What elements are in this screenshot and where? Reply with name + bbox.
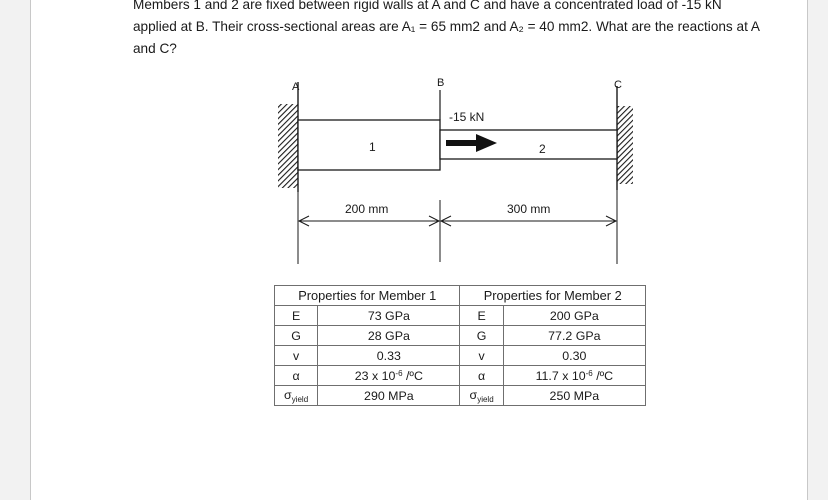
symbol-cell: G xyxy=(460,326,503,346)
exponent: -6 xyxy=(395,368,403,378)
table-row xyxy=(275,366,646,386)
member-2-value: 250 MPa xyxy=(503,386,645,406)
symbol-cell: α xyxy=(275,366,318,386)
symbol-cell xyxy=(460,386,503,406)
symbol-cell: E xyxy=(275,306,318,326)
yield-subscript: yield xyxy=(477,394,494,404)
member-2-label: 2 xyxy=(539,142,546,156)
member-1-value xyxy=(318,366,460,386)
table-row xyxy=(275,346,646,366)
table-header-row xyxy=(275,286,646,306)
sigma-symbol: σ xyxy=(469,387,478,402)
value-unit: /ºC xyxy=(592,368,614,383)
member-2-value: 0.30 xyxy=(503,346,645,366)
value-prefix: 11.7 x 10 xyxy=(535,368,586,383)
problem-line-2: applied at B. Their cross-sectional areas are A₁ = 65 mm2 and A₂ = 40 mm2. What are the reactions at A xyxy=(133,19,760,34)
load-arrow-shaft xyxy=(446,140,478,146)
point-b-label: B xyxy=(437,77,445,89)
member-1-label: 1 xyxy=(369,140,376,154)
symbol-cell: E xyxy=(460,306,503,326)
point-c-label: C xyxy=(614,79,622,91)
symbol-cell: v xyxy=(275,346,318,366)
member-1-value: 28 GPa xyxy=(318,326,460,346)
dim-1-label: 200 mm xyxy=(345,202,389,216)
load-label: -15 kN xyxy=(449,110,485,124)
member-2-header: Properties for Member 2 xyxy=(460,286,646,306)
wall-a xyxy=(278,104,298,188)
symbol-cell xyxy=(275,386,318,406)
sigma-symbol: σ xyxy=(284,387,292,402)
value-unit: /ºC xyxy=(402,368,423,383)
problem-line-3: and C? xyxy=(133,41,177,56)
symbol-cell: G xyxy=(275,326,318,346)
symbol-cell: v xyxy=(460,346,503,366)
problem-line-1: Members 1 and 2 are fixed between rigid walls at A and C and have a concentrated load of -15 kN xyxy=(133,0,722,12)
symbol-cell: α xyxy=(460,366,503,386)
table-row xyxy=(275,386,646,406)
member-1-value: 73 GPa xyxy=(318,306,460,326)
wall-c xyxy=(617,106,633,184)
dim-2-label: 300 mm xyxy=(507,202,551,216)
table-row xyxy=(275,326,646,346)
table-row xyxy=(275,306,646,326)
member-2-value: 200 GPa xyxy=(503,306,645,326)
yield-subscript: yield xyxy=(291,394,309,404)
value-prefix: 23 x 10 xyxy=(354,368,396,383)
point-a-label: A xyxy=(292,81,300,93)
member-2-value: 77.2 GPa xyxy=(503,326,645,346)
member-2-value xyxy=(503,366,645,386)
properties-table xyxy=(274,285,646,406)
member-1-value: 290 MPa xyxy=(318,386,460,406)
member-1-value: 0.33 xyxy=(318,346,460,366)
member-1-header: Properties for Member 1 xyxy=(275,286,460,306)
exponent: -6 xyxy=(585,368,593,378)
